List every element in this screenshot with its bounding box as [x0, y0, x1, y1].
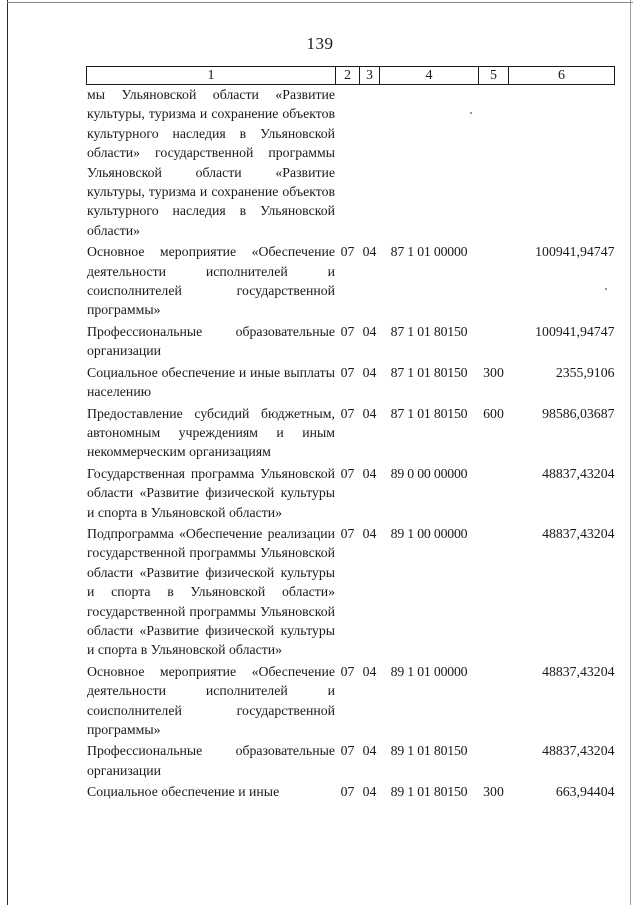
scan-border-right — [630, 0, 631, 905]
table-row — [87, 363, 615, 404]
row-name-cell: Основное мероприятие «Обеспечение деятельности исполнителей и соисполнителей государственной программы» — [87, 244, 335, 318]
row-subsection-cell: 04 — [362, 323, 377, 339]
column-header-2: 2 — [336, 67, 360, 85]
column-header-3: 3 — [360, 67, 380, 85]
row-amount-cell — [509, 85, 615, 243]
table-row — [87, 741, 615, 782]
scan-border-left — [7, 0, 8, 905]
row-name-cell: Профессиональные образовательные организации — [87, 743, 335, 778]
table-row — [87, 662, 615, 742]
row-name-cell: мы Ульяновской области «Развитие культуры, туризма и сохранение объектов культурного наследия в Ульяновской области» государственной программы Ульяновской области «Развитие культуры, туризма и сохранение объектов культурного наследия в Ульяновской области» — [87, 87, 335, 238]
row-target-article-cell: 87 1 01 80150 — [390, 364, 468, 380]
row-target-article-cell: 89 1 01 80150 — [390, 743, 468, 759]
row-section-cell: 07 — [340, 323, 355, 339]
column-header-5: 5 — [479, 67, 509, 85]
row-target-article-cell: 87 1 01 80150 — [390, 323, 468, 339]
row-expense-type-cell: 600 — [483, 405, 504, 421]
row-subsection-cell: 04 — [362, 525, 377, 541]
row-expense-type-cell — [479, 464, 509, 524]
row-name-cell: Профессиональные образовательные организации — [87, 323, 335, 359]
row-section-cell: 07 — [340, 244, 355, 260]
table-row — [87, 242, 615, 322]
row-target-article-cell: 87 1 01 00000 — [390, 244, 468, 260]
row-section-cell — [336, 85, 360, 243]
row-section-cell: 07 — [340, 743, 355, 759]
table-row — [87, 404, 615, 464]
row-amount-cell: 100941,94747 — [535, 323, 615, 339]
row-subsection-cell: 04 — [362, 405, 377, 421]
row-expense-type-cell: 300 — [483, 364, 504, 380]
row-subsection-cell: 04 — [362, 743, 377, 759]
row-section-cell: 07 — [340, 405, 355, 421]
scan-border-top — [7, 2, 633, 3]
row-subsection-cell — [360, 85, 380, 243]
row-amount-cell: 48837,43204 — [542, 663, 615, 679]
row-expense-type-cell — [479, 524, 509, 662]
row-subsection-cell: 04 — [362, 244, 377, 260]
column-header-6: 6 — [509, 67, 615, 85]
table-row — [87, 464, 615, 524]
table-row — [87, 524, 615, 662]
page-number: 139 — [306, 34, 334, 53]
row-name-cell: Социальное обеспечение и иные выплаты населению — [87, 364, 335, 400]
row-subsection-cell: 04 — [362, 663, 377, 679]
column-number-header-row — [87, 67, 615, 85]
row-target-article-cell: 89 1 00 00000 — [390, 525, 468, 541]
table-row — [87, 782, 615, 803]
row-section-cell: 07 — [340, 364, 355, 380]
table-row — [87, 85, 615, 243]
row-amount-cell: 48837,43204 — [542, 743, 615, 759]
row-name-cell: Основное мероприятие «Обеспечение деятельности исполнителей и соисполнителей государственной программы» — [87, 663, 335, 737]
column-header-4: 4 — [380, 67, 479, 85]
row-expense-type-cell — [479, 662, 509, 742]
row-expense-type-cell: 300 — [483, 784, 504, 800]
row-subsection-cell: 04 — [362, 364, 377, 380]
row-target-article-cell — [380, 85, 479, 243]
row-expense-type-cell — [479, 741, 509, 782]
row-name-cell: Подпрограмма «Обеспечение реализации государственной программы Ульяновской области «Развитие физической культуры и спорта в Ульяновской области» государственной программы Ульяновской области «Развитие физической культуры и спорта в Ульяновской области» — [87, 525, 335, 658]
row-expense-type-cell — [479, 242, 509, 322]
row-name-cell: Социальное обеспечение и иные — [87, 784, 280, 800]
row-section-cell: 07 — [340, 465, 355, 481]
row-section-cell: 07 — [340, 663, 355, 679]
row-name-cell: Государственная программа Ульяновской области «Развитие физической культуры и спорта в Ульяновской области» — [87, 465, 335, 520]
row-target-article-cell: 87 1 01 80150 — [390, 405, 468, 421]
row-section-cell: 07 — [340, 525, 355, 541]
row-amount-cell: 2355,9106 — [555, 364, 615, 380]
row-subsection-cell: 04 — [362, 465, 377, 481]
row-expense-type-cell — [479, 85, 509, 243]
table-row — [87, 322, 615, 363]
row-subsection-cell: 04 — [362, 784, 377, 800]
row-amount-cell: 98586,03687 — [542, 405, 615, 421]
column-header-1: 1 — [87, 67, 336, 85]
row-target-article-cell: 89 0 00 00000 — [390, 465, 468, 481]
budget-table — [86, 66, 615, 804]
row-amount-cell: 48837,43204 — [542, 465, 615, 481]
row-amount-cell: 48837,43204 — [542, 525, 615, 541]
row-section-cell: 07 — [340, 784, 355, 800]
row-target-article-cell: 89 1 01 80150 — [390, 784, 468, 800]
row-expense-type-cell — [479, 322, 509, 363]
row-target-article-cell: 89 1 01 00000 — [390, 663, 468, 679]
row-name-cell: Предоставление субсидий бюджетным, автономным учреждениям и иным некоммерческим организациям — [87, 405, 335, 460]
row-amount-cell: 663,94404 — [555, 784, 615, 800]
row-amount-cell: 100941,94747 — [535, 244, 615, 260]
